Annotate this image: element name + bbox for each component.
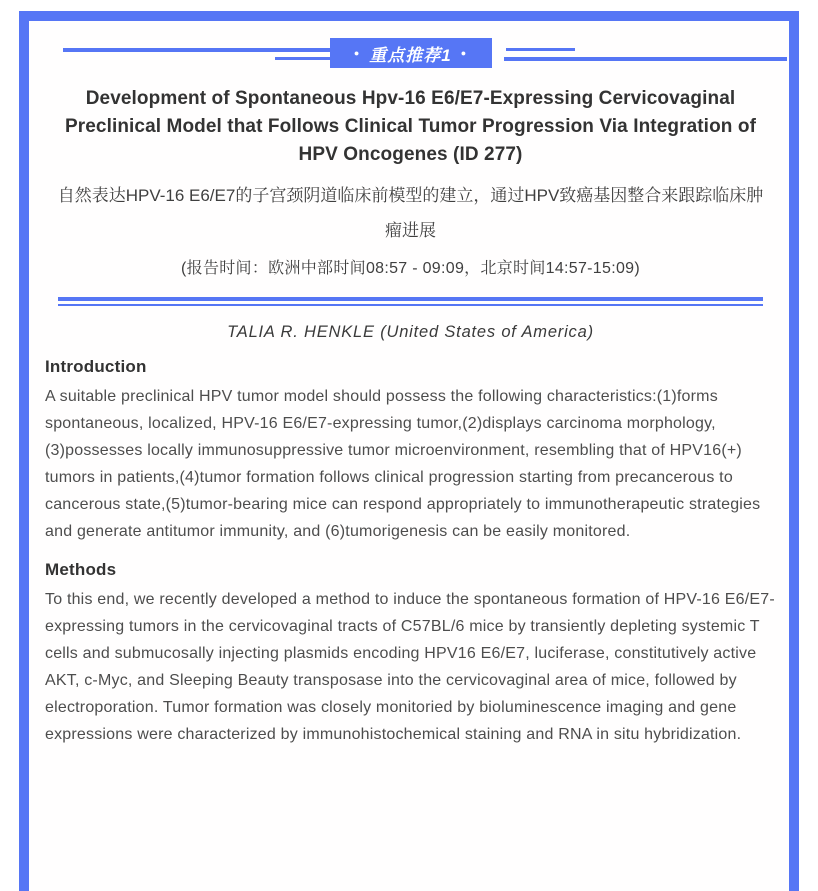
report-time: (报告时间：欧洲中部时间08:57 - 09:09，北京时间14:57-15:09): [181, 260, 640, 277]
article-frame: [19, 11, 799, 891]
bullet-icon: ●: [353, 48, 361, 58]
highlight-badge: [330, 38, 492, 68]
divider-thin-line: [58, 304, 763, 306]
speaker-name: TALIA R. HENKLE (United States of America): [227, 323, 594, 341]
header-decoration-band: [45, 38, 776, 68]
talk-title-chinese: 自然表达HPV-16 E6/E7的子宫颈阴道临床前模型的建立，通过HPV致癌基因整合来跟踪临床肿瘤进展: [57, 186, 764, 240]
section-introduction: [45, 357, 776, 545]
bullet-icon: ●: [460, 48, 468, 58]
section-methods: [45, 560, 776, 748]
decorative-line-left-long: [63, 48, 346, 52]
section-heading-methods: Methods: [45, 560, 117, 579]
double-divider: [58, 297, 763, 306]
section-body-methods: To this end, we recently developed a method to induce the spontaneous formation of HPV-16 E6/E7-expressing tumors in the cervicovaginal tracts of C57BL/6 mice by transiently depleting systemic T cells and submucosally injecting plasmids encoding HPV16 E6/E7, luciferase, constitutively active AKT, c-Myc, and Sleeping Beauty transposase into the cervicovaginal area of mice, followed by electroporation. Tumor formation was closely monitoried by bioluminescence imaging and gene expressions were characterized by immunohistochemical staining and RNA in situ hybridization.: [45, 591, 775, 743]
article-content: [29, 21, 789, 748]
decorative-line-right-long: [504, 57, 787, 61]
highlight-badge-label: 重点推荐1: [369, 45, 452, 65]
decorative-line-right-short: [506, 48, 575, 51]
section-body-introduction: A suitable preclinical HPV tumor model should possess the following characteristics:(1)forms spontaneous, localized, HPV-16 E6/E7-expressing tumor,(2)displays carcinoma morphology,(3)possesses locally immunosuppressive tumor microenvironment, resembling that of HPV16(+) tumors in patients,(4)tumor formation follows clinical progression starting from precancerous to cancerous state,(5)tumor-bearing mice can respond appropriately to immunotherapeutic strategies and generate antitumor immunity, and (6)tumorigenesis can be easily monitored.: [45, 388, 761, 540]
divider-thick-line: [58, 297, 763, 301]
section-heading-introduction: Introduction: [45, 357, 147, 376]
talk-title: Development of Spontaneous Hpv-16 E6/E7-Expressing Cervicovaginal Preclinical Model that Follows Clinical Tumor Progression Via Integration of HPV Oncogenes (ID 277): [64, 88, 756, 165]
